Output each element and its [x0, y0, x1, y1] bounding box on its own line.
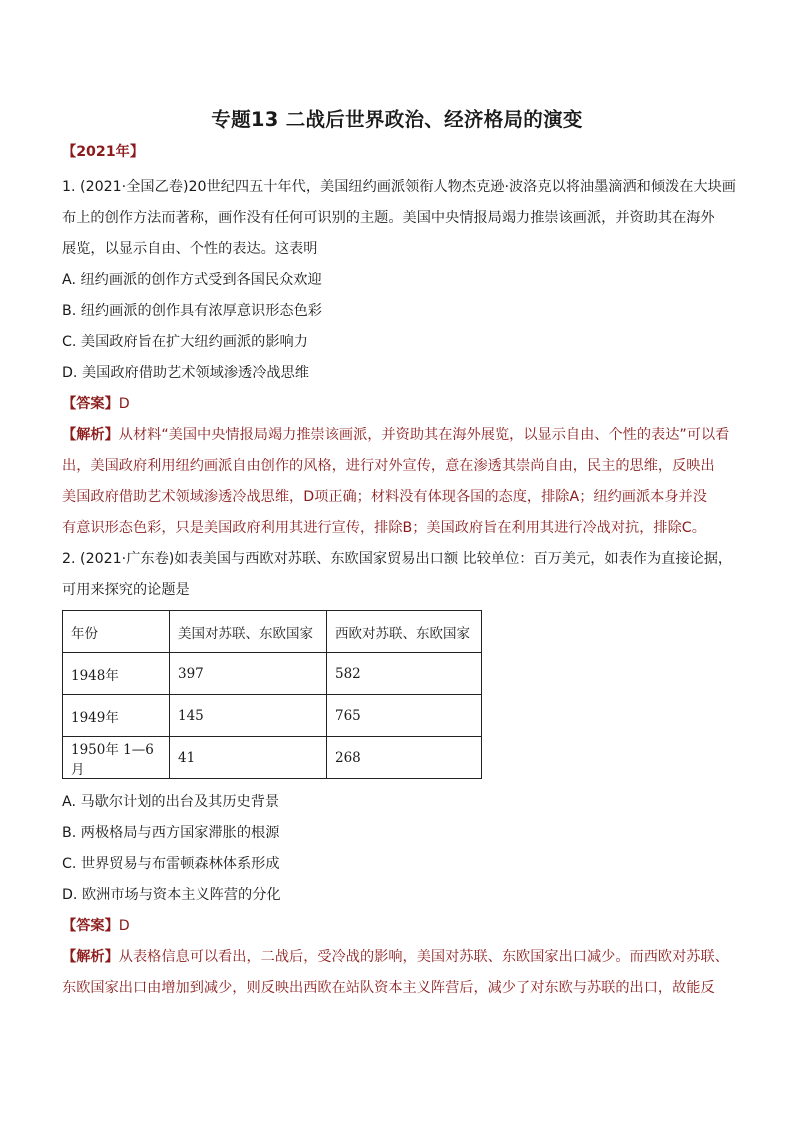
table-cell: 145 — [170, 695, 327, 737]
table-cell: 1948年 — [63, 653, 170, 695]
table-cell: 1950年 1—6月 — [63, 737, 170, 779]
analysis-tag: 【解析】 — [62, 949, 119, 965]
table-cell: 765 — [327, 695, 482, 737]
analysis-line: 美国政府借助艺术领域渗透冷战思维，D项正确；材料没有体现各国的态度，排除A；纽约画派本身并没 — [62, 489, 707, 505]
table-row — [63, 737, 482, 779]
question-1-line: 1. (2021·全国乙卷)20世纪四五十年代，美国纽约画派领衔人物杰克逊·波洛克以将油墨滴洒和倾泼在大块画 — [62, 179, 736, 195]
analysis-text: 从表格信息可以看出，二战后，受冷战的影响，美国对苏联、东欧国家出口减少。而西欧对苏联、 — [118, 949, 729, 965]
document-content — [62, 142, 736, 1004]
option-c: C. 美国政府旨在扩大纽约画派的影响力 — [62, 334, 308, 350]
table-cell: 1949年 — [63, 695, 170, 737]
option-b: B. 纽约画派的创作具有浓厚意识形态色彩 — [62, 303, 322, 319]
question-1-line: 展览，以显示自由、个性的表达。这表明 — [62, 241, 318, 257]
trade-export-table — [62, 610, 482, 779]
table-cell: 582 — [327, 653, 482, 695]
table-cell: 397 — [170, 653, 327, 695]
answer-tag: 【答案】 — [62, 918, 119, 934]
answer-value: D — [118, 396, 130, 412]
answer-value: D — [118, 918, 130, 934]
table-cell: 41 — [170, 737, 327, 779]
question-2 — [62, 544, 733, 606]
question-1 — [62, 172, 736, 265]
question-2-options — [62, 787, 726, 911]
option-b: B. 两极格局与西方国家滞胀的根源 — [62, 825, 280, 841]
analysis-line: 东欧国家出口由增加到减少，则反映出西欧在站队资本主义阵营后，减少了对东欧与苏联的出口，故能反 — [62, 980, 715, 996]
analysis-line: 出，美国政府利用纽约画派自由创作的风格，进行对外宣传，意在渗透其崇尚自由，民主的思维，反映出 — [62, 458, 715, 474]
analysis-text: 从材料“美国中央情报局竭力推崇该画派，并资助其在海外展览，以显示自由、个性的表达”可以看 — [118, 427, 730, 443]
option-d: D. 美国政府借助艺术领域渗透冷战思维 — [62, 365, 309, 381]
question-1-line: 布上的创作方法而著称，画作没有任何可识别的主题。美国中央情报局竭力推崇该画派，并资助其在海外 — [62, 210, 715, 226]
question-2-line: 2. (2021·广东卷)如表美国与西欧对苏联、东欧国家贸易出口额 比较单位：百万美元，如表作为直接论据， — [62, 551, 733, 567]
question-1-answer — [62, 389, 726, 420]
answer-tag: 【答案】 — [62, 396, 119, 412]
analysis-line: 有意识形态色彩，只是美国政府利用其进行宣传，排除B；美国政府旨在利用其进行冷战对抗，排除C。 — [62, 520, 706, 536]
question-2-analysis — [62, 942, 729, 1004]
analysis-tag: 【解析】 — [62, 427, 119, 443]
table-row — [63, 695, 482, 737]
year-section-tag: 【2021年】 — [62, 144, 145, 160]
analysis-line — [62, 420, 730, 451]
table-header-cell: 年份 — [63, 611, 170, 653]
option-a: A. 马歇尔计划的出台及其历史背景 — [62, 794, 280, 810]
question-2-line: 可用来探究的论题是 — [62, 582, 190, 598]
table-cell: 268 — [327, 737, 482, 779]
option-a: A. 纽约画派的创作方式受到各国民众欢迎 — [62, 272, 322, 288]
table-header-cell: 西欧对苏联、东欧国家 — [327, 611, 482, 653]
question-1-options — [62, 265, 726, 389]
page-title: 专题13 二战后世界政治、经济格局的演变 — [211, 108, 583, 131]
question-1-analysis — [62, 420, 730, 544]
table-header-cell: 美国对苏联、东欧国家 — [170, 611, 327, 653]
option-c: C. 世界贸易与布雷顿森林体系形成 — [62, 856, 280, 872]
table-row — [63, 653, 482, 695]
table-header-row — [63, 611, 482, 653]
question-2-answer — [62, 911, 726, 942]
option-d: D. 欧洲市场与资本主义阵营的分化 — [62, 887, 281, 903]
analysis-line — [62, 942, 729, 973]
